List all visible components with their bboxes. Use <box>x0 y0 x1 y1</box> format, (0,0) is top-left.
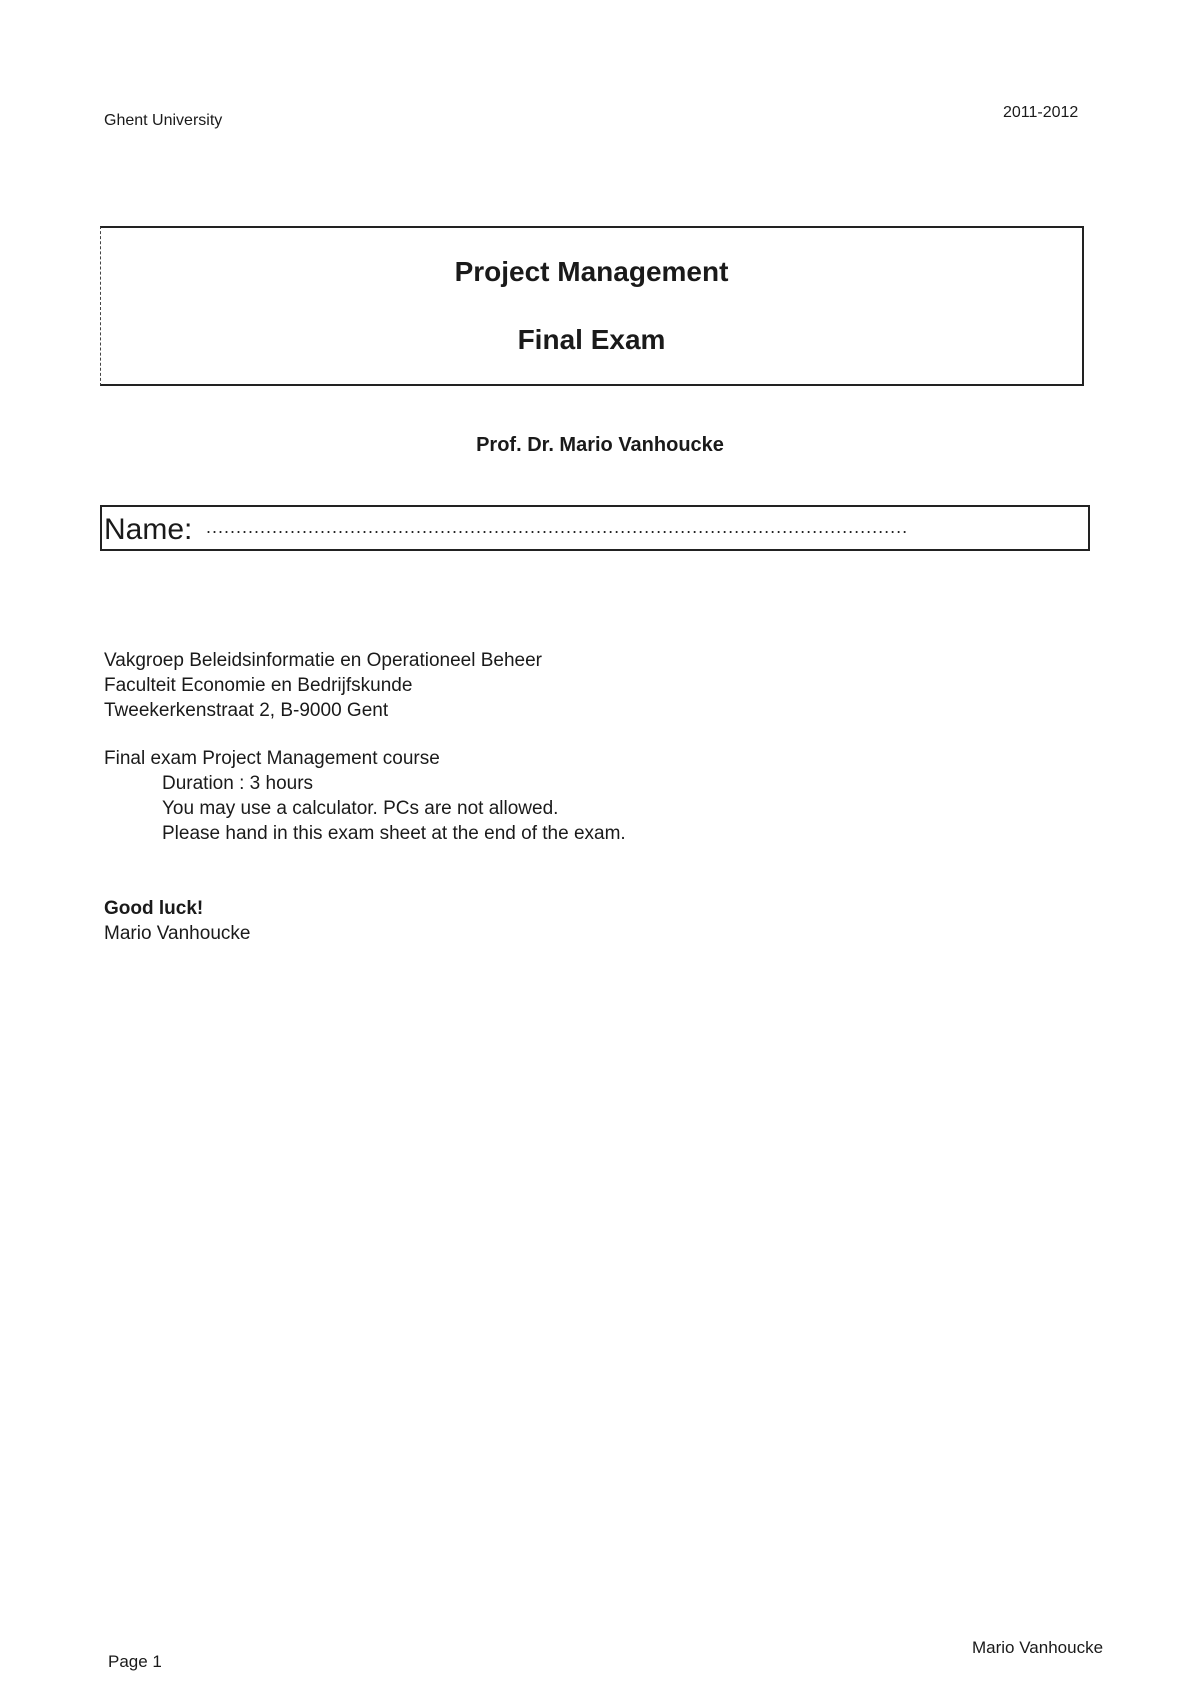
closing-signature: Mario Vanhoucke <box>104 923 251 944</box>
instruction-item: You may use a calculator. PCs are not allowed. <box>162 798 559 819</box>
name-dotted-line: ..................................................................................................................... <box>206 517 909 537</box>
page-number: Page 1 <box>108 1652 162 1671</box>
instructions-block <box>104 746 626 846</box>
professor-name: Prof. Dr. Mario Vanhoucke <box>476 434 724 456</box>
instruction-item: Duration : 3 hours <box>162 773 314 794</box>
course-title: Project Management <box>454 256 729 287</box>
instruction-item: Please hand in this exam sheet at the end of the exam. <box>162 823 626 844</box>
name-field[interactable] <box>100 505 1090 551</box>
instructions-heading: Final exam Project Management course <box>104 748 440 769</box>
address-line: Faculteit Economie en Bedrijfskunde <box>104 675 413 696</box>
name-label: Name: <box>104 513 193 546</box>
footer-author: Mario Vanhoucke <box>972 1638 1104 1657</box>
header-year: 2011-2012 <box>1003 104 1079 121</box>
closing-greeting: Good luck! <box>104 898 204 919</box>
address-block <box>104 648 542 723</box>
header-institution: Ghent University <box>104 112 223 129</box>
exam-title: Final Exam <box>517 324 666 355</box>
closing-block <box>104 896 250 946</box>
title-box <box>100 226 1084 386</box>
address-line: Vakgroep Beleidsinformatie en Operationeel Beheer <box>104 650 542 671</box>
address-line: Tweekerkenstraat 2, B-9000 Gent <box>104 700 389 721</box>
